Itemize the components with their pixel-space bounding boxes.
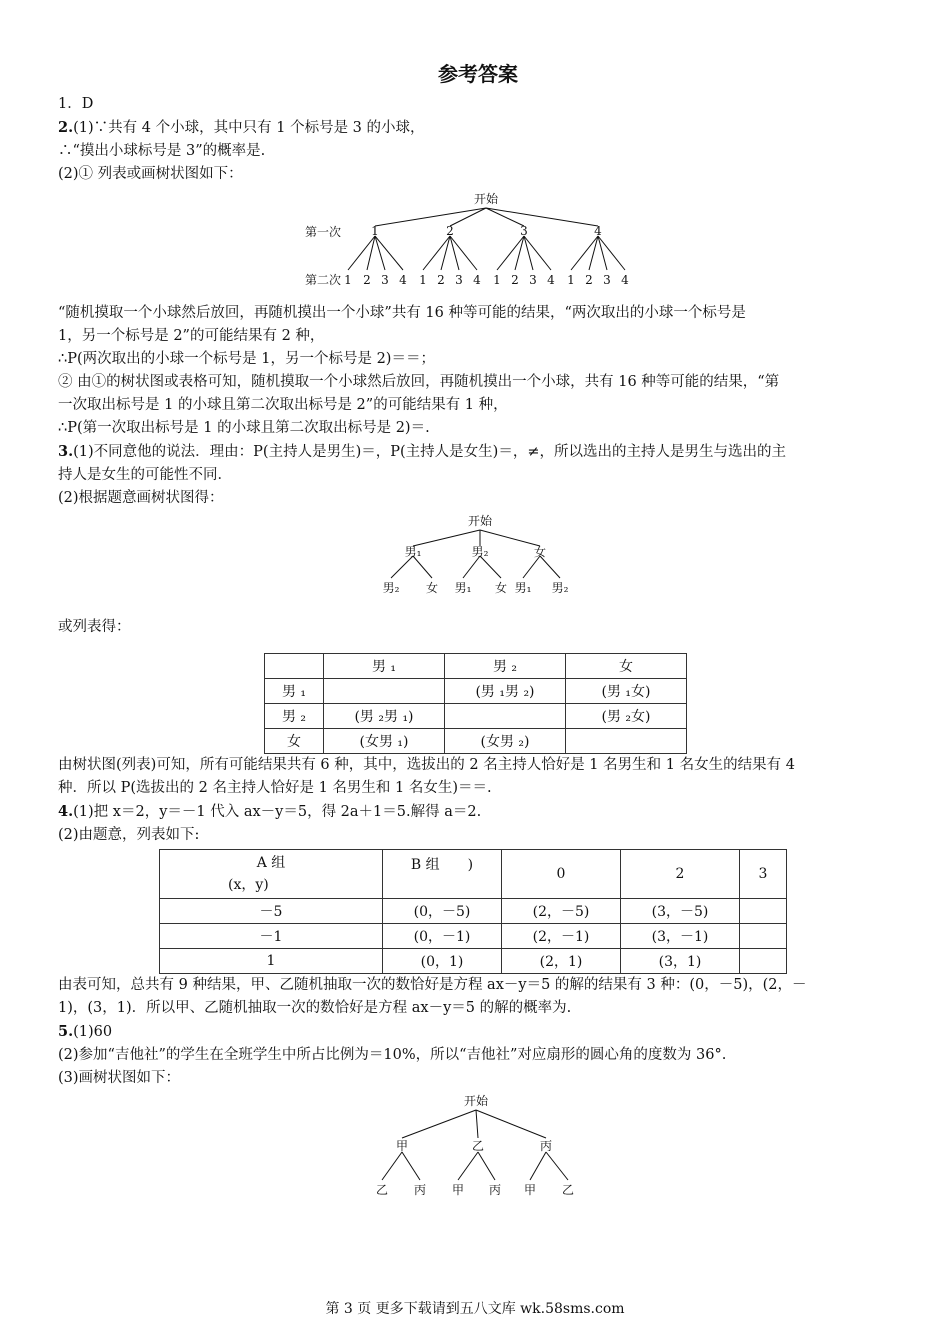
table-row [265, 704, 687, 729]
table-cell: －1 [160, 924, 383, 949]
answer-5-line-3: (3)画树状图如下： [58, 1070, 181, 1086]
table-row [160, 899, 787, 924]
q-number: 5. [58, 1023, 74, 1040]
tree-leaf: 2 [585, 273, 593, 287]
table-row [265, 654, 687, 679]
table-cell [740, 924, 787, 949]
table-cell: (0，1) [383, 949, 502, 974]
table-cell: (女男 ₁) [324, 729, 445, 754]
table-row [160, 850, 787, 899]
tree-leaf: 4 [621, 273, 629, 287]
table-cell: (女男 ₂) [445, 729, 566, 754]
table-cell: (2，1) [502, 949, 621, 974]
tree-leaf: 男₂ [551, 581, 569, 595]
answer-3-line-1 [58, 440, 898, 464]
tree-leaf: 1 [493, 273, 501, 287]
answer-1: 1．D [58, 96, 94, 112]
tree-node: 3 [520, 224, 528, 238]
tree-leaf: 1 [344, 273, 352, 287]
table-header-a [160, 850, 383, 899]
answer-3-line-2: 持人是女生的可能性不同． [58, 467, 232, 483]
tree-leaf: 乙 [561, 1183, 575, 1197]
table-cell: (男 ₂男 ₁) [324, 704, 445, 729]
table-cell: (2，－5) [502, 899, 621, 924]
table-cell: (男 ₁男 ₂) [445, 679, 566, 704]
tree-leaf: 甲 [451, 1183, 465, 1197]
answer-2-line-7: ② 由①的树状图或表格可知，随机摸取一个小球然后放回，再随机摸出一个小球，共有 16 种等可能的结果，“第 [58, 374, 780, 390]
text: (1)∵共有 4 个小球，其中只有 1 个标号是 3 的小球， [73, 120, 425, 136]
answer-5-line-2: (2)参加“吉他社”的学生在全班学生中所占比例为＝10%，所以“吉他社”对应扇形的圆心角的度数为 36°. [58, 1047, 727, 1063]
table-cell: 女 [566, 654, 687, 679]
tree-first-label: 第一次 [304, 225, 342, 239]
tree-leaf: 丙 [488, 1183, 502, 1197]
tree-leaf: 1 [567, 273, 575, 287]
tree-node: 1 [371, 224, 379, 238]
tree-leaf: 女 [425, 581, 439, 595]
answer-3-line-4: 或列表得： [58, 619, 131, 635]
table-row [265, 729, 687, 754]
table-cell: (0，－5) [383, 899, 502, 924]
table-cell: (2，－1) [502, 924, 621, 949]
answer-2-line-3: (2)① 列表或画树状图如下： [58, 166, 243, 182]
tree-leaf: 4 [473, 273, 481, 287]
answer-4-line-1 [58, 800, 898, 824]
table-cell: (3，－5) [621, 899, 740, 924]
answer-2-line-4: “随机摸取一个小球然后放回，再随机摸出一个小球”共有 16 种等可能的结果，“两次取出的小球一个标号是 [58, 305, 746, 321]
tree-leaf: 甲 [523, 1183, 537, 1197]
table-cell: 0 [502, 850, 621, 899]
tree-start: 开始 [467, 514, 493, 528]
tree-second-label: 第二次 [304, 273, 342, 287]
answer-3-line-3: (2)根据题意画树状图得： [58, 490, 224, 506]
table-cell: 女 [265, 729, 324, 754]
answer-2-line-1 [58, 116, 898, 140]
answer-2-line-6: ∴P(两次取出的小球一个标号是 1，另一个标号是 2)＝＝； [58, 351, 435, 367]
tree-leaf: 4 [547, 273, 555, 287]
answer-5-line-1 [58, 1020, 898, 1044]
q-number: 4. [58, 803, 74, 820]
tree-leaf: 3 [381, 273, 389, 287]
tree-leaf: 丙 [413, 1183, 427, 1197]
tree-node: 女 [533, 545, 547, 559]
table-row [265, 679, 687, 704]
table-cell: 1 [160, 949, 383, 974]
tree-diagram-balls [58, 188, 898, 288]
page-title: 参考答案 [438, 62, 518, 86]
answer-2-line-9: ∴P(第一次取出标号是 1 的小球且第二次取出标号是 2)＝. [58, 420, 430, 436]
tree-node: 甲 [395, 1139, 409, 1153]
tree-node: 男₂ [471, 545, 489, 559]
table-cell: 男 ₂ [445, 654, 566, 679]
answer-2-line-8: 一次取出标号是 1 的小球且第二次取出标号是 2”的可能结果有 1 种， [58, 397, 508, 413]
table-cell: 3 [740, 850, 787, 899]
tree-diagram-hosts [58, 512, 898, 602]
tree-leaf: 3 [603, 273, 611, 287]
tree-leaf: 2 [511, 273, 519, 287]
table-hosts [264, 653, 687, 754]
table-cell: (3，1) [621, 949, 740, 974]
answer-4-line-4: 1)，(3，1)．所以甲、乙随机抽取一次的数恰好是方程 ax－y＝5 的解的概率为. [58, 1000, 572, 1016]
table-cell: －5 [160, 899, 383, 924]
tree-leaf: 3 [529, 273, 537, 287]
tree-leaf: 女 [494, 581, 508, 595]
table-cell [740, 899, 787, 924]
tree-node: 男₁ [404, 545, 422, 559]
tree-leaf: 男₁ [454, 581, 472, 595]
table-cell: 男 ₁ [324, 654, 445, 679]
table-cell [265, 654, 324, 679]
q-number: 3. [58, 443, 74, 460]
tree-start: 开始 [473, 192, 499, 206]
table-cell: 2 [621, 850, 740, 899]
answer-2-line-2: ∴“摸出小球标号是 3”的概率是. [58, 143, 266, 159]
table-cell [566, 729, 687, 754]
table-row [160, 924, 787, 949]
answer-2-line-5: 1，另一个标号是 2”的可能结果有 2 种， [58, 328, 325, 344]
tree-leaf: 2 [363, 273, 371, 287]
page-footer: 第 3 页 更多下载请到五八文库 wk.58sms.com [325, 1301, 625, 1317]
tree-leaf: 3 [455, 273, 463, 287]
table-cell: 男 ₂ [265, 704, 324, 729]
text: (1)不同意他的说法．理由：P(主持人是男生)＝，P(主持人是女生)＝，≠，所以选出的主持人是男生与选出的主 [73, 444, 786, 460]
table-row [160, 949, 787, 974]
table-header-b: B 组 ) [383, 850, 502, 899]
table-cell [324, 679, 445, 704]
tree-diagram-people [58, 1092, 898, 1204]
table-cell: (3，－1) [621, 924, 740, 949]
table-cell [445, 704, 566, 729]
tree-leaf: 4 [399, 273, 407, 287]
table-cell [740, 949, 787, 974]
tree-leaf: 乙 [375, 1183, 389, 1197]
table-equation [159, 849, 787, 974]
tree-start: 开始 [463, 1094, 489, 1108]
q-number: 2. [58, 119, 74, 136]
table-cell: (男 ₂女) [566, 704, 687, 729]
tree-node: 丙 [539, 1139, 553, 1153]
header-text: (x，y) [228, 877, 269, 893]
text: (1)把 x＝2，y＝－1 代入 ax－y＝5，得 2a＋1＝5.解得 a＝2. [73, 804, 482, 820]
answer-3-line-5: 由树状图(列表)可知，所有可能结果共有 6 种，其中，选拔出的 2 名主持人恰好是 1 名男生和 1 名女生的结果有 4 [58, 757, 795, 773]
tree-node: 2 [446, 224, 454, 238]
page [58, 58, 898, 1206]
answer-3-line-6: 种．所以 P(选拔出的 2 名主持人恰好是 1 名男生和 1 名女生)＝＝. [58, 780, 492, 796]
table-cell: (男 ₁女) [566, 679, 687, 704]
tree-node: 乙 [471, 1139, 485, 1153]
answer-4-line-2: (2)由题意，列表如下: [58, 827, 200, 843]
table-cell: 男 ₁ [265, 679, 324, 704]
table-cell: (0，－1) [383, 924, 502, 949]
header-text: A 组 [256, 855, 286, 871]
tree-leaf: 男₁ [514, 581, 532, 595]
tree-leaf: 男₂ [382, 581, 400, 595]
text: (1)60 [73, 1024, 113, 1040]
answer-4-line-3: 由表可知，总共有 9 种结果，甲、乙随机抽取一次的数恰好是方程 ax－y＝5 的解的结果有 3 种：(0，－5)，(2，－ [58, 977, 807, 993]
tree-node: 4 [594, 224, 602, 238]
tree-leaf: 1 [419, 273, 427, 287]
tree-leaf: 2 [437, 273, 445, 287]
